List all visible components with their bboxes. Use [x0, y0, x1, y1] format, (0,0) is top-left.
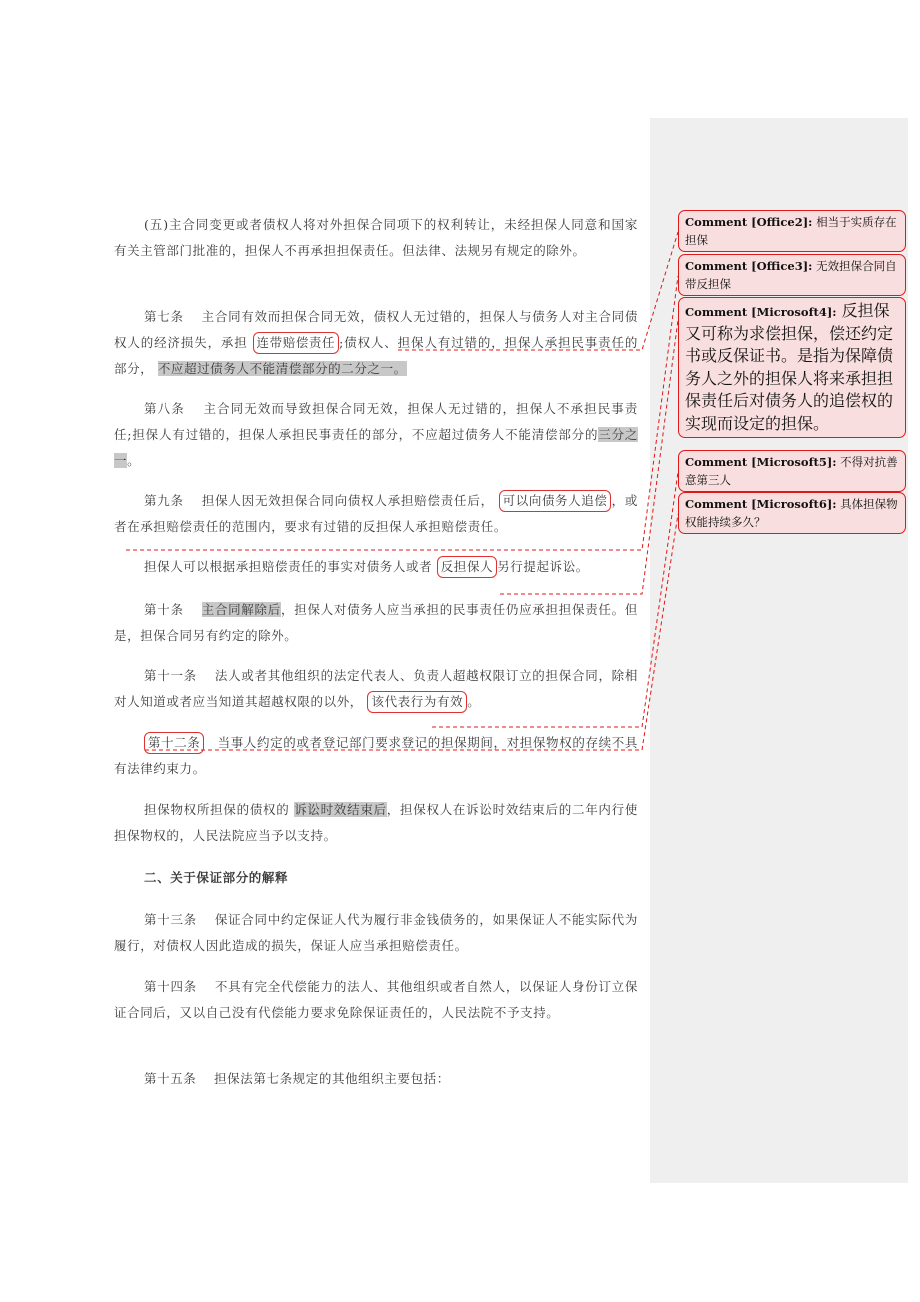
comment-text: 相当于实质存在担保	[685, 215, 897, 247]
comment-author: Comment [Office2]:	[685, 215, 813, 229]
comment-anchor-counter-guarantor[interactable]: 反担保人	[437, 556, 497, 578]
paragraph-article-8: 第八条 主合同无效而导致担保合同无效，担保人无过错的，担保人不承担民事责任;担保人有过错的，担保人承担民事责任的部分，不应超过债务人不能清偿部分的三分之一。	[114, 401, 638, 468]
comment-text: 具体担保物权能持续多久？	[685, 497, 898, 529]
paragraph-article-7: 第七条 主合同有效而担保合同无效，债权人无过错的，担保人与债务人对主合同债权人的经济损失，承担 连带赔偿责任 ;债权人、担保人有过错的，担保人承担民事责任的部分， 不应超过债务人不能清偿部分的二分之一。	[114, 309, 639, 376]
paragraph-article-10: 第十条 主合同解除后，担保人对债务人应当承担的民事责任仍应承担担保责任。但是，担保合同另有约定的除外。	[114, 602, 638, 643]
comment-text: 不得对抗善意第三人	[685, 455, 898, 487]
comment-balloon-office2[interactable]	[678, 210, 906, 252]
comment-balloon-microsoft4[interactable]	[678, 297, 906, 438]
highlight-limitation-expired: 诉讼时效结束后	[294, 802, 387, 817]
highlight-half-limit: 不应超过债务人不能清偿部分的二分之一。	[157, 361, 407, 376]
paragraph-guarantee-transfer: (五)主合同变更或者债权人将对外担保合同项下的权利转让，未经担保人同意和国家有关主管部门批准的，担保人不再承担担保责任。但法律、法规另有规定的除外。	[114, 217, 638, 258]
paragraph-article-9: 第九条 担保人因无效担保合同向债权人承担赔偿责任后， 可以向债务人追偿 ，或者在承担赔偿责任的范围内，要求有过错的反担保人承担赔偿责任。	[114, 488, 638, 540]
paragraph-counter-guarantor-suit: 担保人可以根据承担赔偿责任的事实对债务人或者 反担保人 另行提起诉讼。	[114, 554, 638, 580]
paragraph-limitation-period: 担保物权所担保的债权的 诉讼时效结束后，担保权人在诉讼时效结束后的二年内行使担保物权的，人民法院应当予以支持。	[114, 802, 638, 843]
paragraph-article-12: 第十二条 当事人约定的或者登记部门要求登记的担保期间，对担保物权的存续不具有法律约束力。	[114, 730, 638, 782]
comment-anchor-representation-valid[interactable]: 该代表行为有效	[367, 691, 467, 713]
highlight-contract-rescinded: 主合同解除后	[201, 602, 281, 617]
paragraph-article-13: 第十三条 保证合同中约定保证人代为履行非金钱债务的，如果保证人不能实际代为履行，对债权人因此造成的损失，保证人应当承担赔偿责任。	[114, 912, 638, 953]
comment-anchor-article-12[interactable]: 第十二条	[144, 732, 204, 754]
comment-author: Comment [Microsoft4]:	[685, 305, 837, 319]
comment-balloon-office3[interactable]	[678, 254, 906, 296]
comment-balloon-microsoft5[interactable]	[678, 450, 906, 492]
highlight-one-third: 三分之一	[114, 427, 638, 468]
section-heading-guarantee: 二、关于保证部分的解释	[144, 870, 289, 885]
comment-author: Comment [Microsoft6]:	[685, 497, 837, 511]
comment-anchor-joint-liability[interactable]: 连带赔偿责任	[253, 332, 340, 354]
paragraph-article-15: 第十五条 担保法第七条规定的其他组织主要包括：	[144, 1071, 450, 1086]
comment-text: 无效担保合同自带反担保	[685, 259, 897, 291]
comment-text: 反担保又可称为求偿担保，偿还约定书或反保证书。是指为保障债务人之外的担保人将来承担担保责任后对债务人的追偿权的实现而设定的担保。	[685, 301, 894, 433]
comment-balloon-microsoft6[interactable]	[678, 492, 906, 534]
paragraph-article-11: 第十一条 法人或者其他组织的法定代表人、负责人超越权限订立的担保合同，除相对人知道或者应当知道其超越权限的以外， 该代表行为有效 。	[114, 663, 638, 715]
comment-author: Comment [Office3]:	[685, 259, 813, 273]
comment-author: Comment [Microsoft5]:	[685, 455, 837, 469]
paragraph-article-14: 第十四条 不具有完全代偿能力的法人、其他组织或者自然人，以保证人身份订立保证合同后，又以自己没有代偿能力要求免除保证责任的，人民法院不予支持。	[114, 979, 638, 1020]
comment-anchor-recourse[interactable]: 可以向债务人追偿	[499, 490, 612, 512]
